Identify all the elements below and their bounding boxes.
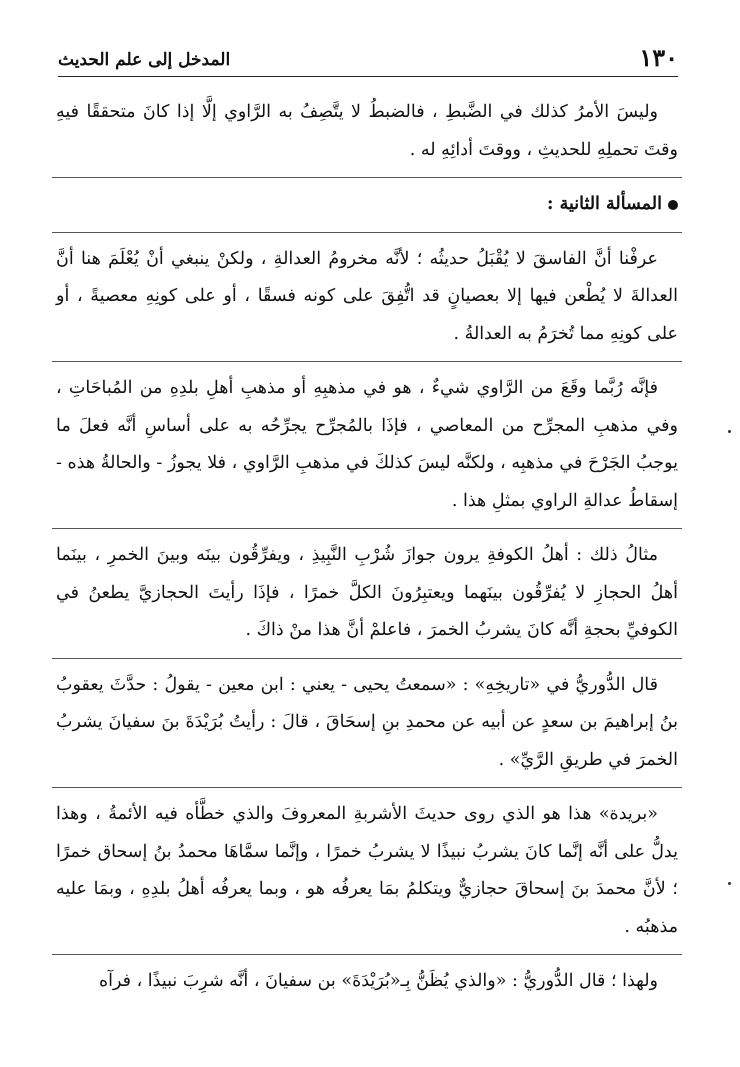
section-divider — [52, 361, 682, 362]
paragraph-5: قال الدُّوريُّ في «تاريخِهِ» : «سمعتُ يحيى - يعني : ابن معين - يقولُ : حدَّثَ يعقوبُ بنُ إبراهيمَ بن سعدٍ عن أبيه عن محمدِ بنِ إسحَاقَ ، قالَ : رأيتُ بُرَيْدَةَ بنَ سفيانَ يشربُ الخمرَ في طريقِ الرَّيِّ» . — [56, 674, 678, 770]
paragraph-4: مثالُ ذلك : أهلُ الكوفةِ يرون جوازَ شُرْبِ النَّبِيذِ ، ويفرِّقُون بينَه وبينَ الخمرِ ، بينَما أهلُ الحجازِ لا يُفرِّقُون بينَهما ويعتبِرُونَ الكلَّ خمرًا ، فإذَا رأيتَ الحجازيَّ يطعنُ في الكوفيِّ بحجةِ أنَّه كانَ يشربُ الخمرَ ، فاعلمْ أنَّ هذا منْ ذاكَ . — [56, 545, 678, 640]
bullet-icon — [668, 200, 678, 210]
paragraph-1: وليسَ الأمرُ كذلك في الضَّبطِ ، فالضبطُ لا يتَّصِفُ به الرَّاوي إلَّا إذا كانَ متحققًا فيهِ وقتَ تحملِهِ للحديثِ ، ووقتَ أدائِهِ له . — [56, 102, 678, 160]
paragraph-2: عرفْنا أنَّ الفاسقَ لا يُقْبَلُ حديثُه ؛ لأنَّه مخرومُ العدالةِ ، ولكنْ ينبغي أنْ يُعْلَمَ هنا أنَّ العدالةَ لا يُطْعن فيها إلا بعصيانٍ قد اتُّفِقَ على كونه فسقًا ، أو على كونِهِ معصيةً ، أو على كونِهِ مما تُخرَمُ به العدالةُ . — [56, 248, 678, 344]
paragraph-7: ولهذا ؛ قال الدُّوريُّ : «والذي يُظَنُّ بِـ«بُرَيْدَةَ» بن سفيانَ ، أنَّه شرِبَ نبيذًا ، فرآه — [98, 971, 658, 991]
page-body — [56, 94, 678, 1001]
section-divider — [52, 954, 682, 955]
section-divider — [52, 177, 682, 178]
page-number: ١٣٠ — [639, 43, 678, 72]
margin-mark — [728, 882, 731, 885]
section-divider — [52, 528, 682, 529]
running-title: المدخل إلى علم الحديث — [58, 50, 231, 70]
paragraph-6: «بريدة» هذا هو الذي روى حديثَ الأشربةِ المعروفَ والذي خطَّأه فيه الأئمةُ ، وهذا يدلُّ على أنَّه إنَّما كانَ يشربُ نبيذًا لا يشربُ خمرًا ، وإنَّما سمَّاهَا محمدُ بنُ إسحاق خمرًا ؛ لأنَّ محمدَ بنَ إسحاقَ حجازيٌّ ويتكلمُ بمَا يعرفُه هو ، وبما يعرفُه أهلُ بلدِهِ ، وبمَا عليه مذهبُه . — [56, 804, 678, 937]
margin-mark — [728, 430, 731, 433]
section-heading-text: المسألة الثانية : — [547, 194, 662, 214]
section-divider — [52, 658, 682, 659]
page-header — [58, 36, 678, 77]
section-divider — [52, 232, 682, 233]
paragraph-3: فإنَّه رُبَّما وقَعَ من الرَّاوي شيءٌ ، هو في مذهبِهِ أو مذهبِ أهلِ بلدِهِ من المُباحَاتِ ، وفي مذهبِ المجرِّح من المعاصي ، فإذَا بالمُجرِّح يجرِّحُه به على أساسِ أنَّه فعلَ ما يوجبُ الجَرْحَ في مذهبِه ، ولكنَّه ليسَ كذلكَ في مذهبِ الرَّاوي ، فلا يجوزُ - والحالةُ هذه - إسقاطُ عدالةِ الراوي بمثلِ هذا . — [56, 378, 678, 511]
section-divider — [52, 787, 682, 788]
section-heading — [56, 186, 678, 224]
